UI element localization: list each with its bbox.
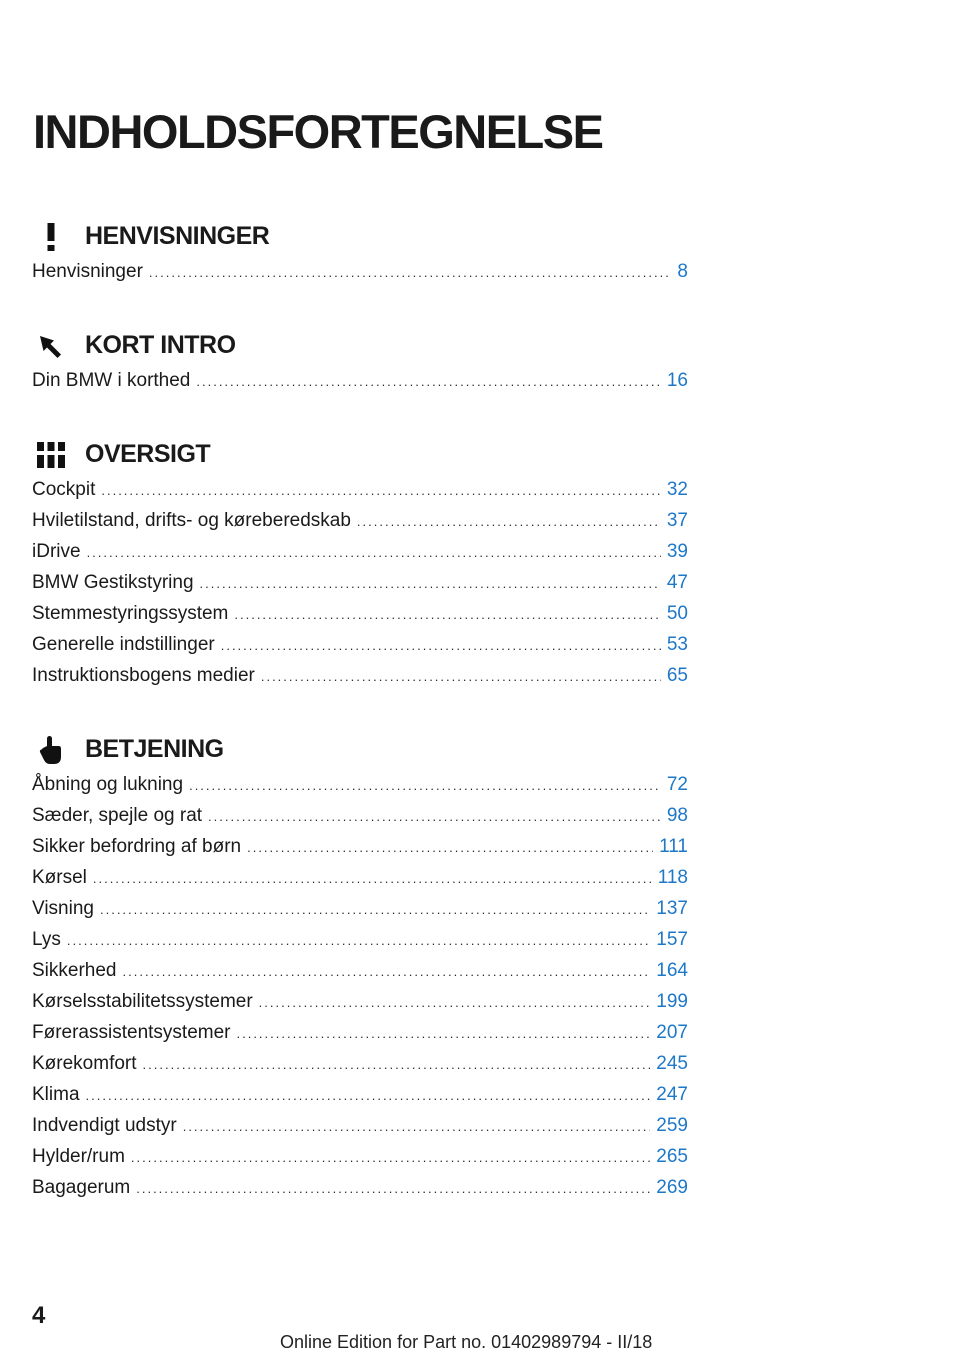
toc-entry[interactable] — [32, 629, 688, 660]
entry-title: Hviletilstand, drifts- og køreberedskab — [32, 510, 351, 531]
entry-title: Førerassistentsystemer — [32, 1022, 231, 1043]
toc-entry[interactable] — [32, 986, 688, 1017]
dot-leader — [236, 1018, 650, 1048]
toc-entry[interactable] — [32, 505, 688, 536]
dot-leader — [261, 661, 661, 691]
entry-title: Indvendigt udstyr — [32, 1115, 177, 1136]
dot-leader — [200, 568, 661, 598]
section-header — [32, 434, 688, 474]
dot-leader — [143, 1049, 651, 1079]
toc-entry[interactable] — [32, 1079, 688, 1110]
entry-title: Din BMW i korthed — [32, 370, 191, 391]
toc-entry[interactable] — [32, 1048, 688, 1079]
entry-title: Sikkerhed — [32, 960, 117, 981]
dot-leader — [259, 987, 651, 1017]
entry-page-link[interactable]: 164 — [656, 960, 688, 981]
dot-leader — [357, 506, 661, 536]
section-title: KORT INTRO — [85, 331, 236, 359]
entry-page-link[interactable]: 259 — [656, 1115, 688, 1136]
dot-leader — [67, 925, 650, 955]
section-header — [32, 325, 688, 365]
entry-page-link[interactable]: 265 — [656, 1146, 688, 1167]
entry-title: Kørekomfort — [32, 1053, 137, 1074]
entry-title: iDrive — [32, 541, 81, 562]
grid-icon — [34, 438, 68, 472]
dot-leader — [136, 1173, 650, 1203]
dot-leader — [189, 770, 661, 800]
dot-leader — [208, 801, 661, 831]
entry-page-link[interactable]: 157 — [656, 929, 688, 950]
footer-edition: Online Edition for Part no. 01402989794 - II/18 — [280, 1332, 653, 1352]
entry-title: Åbning og lukning — [32, 774, 184, 795]
entry-title: Stemmestyringssystem — [32, 603, 229, 624]
entry-title: Generelle indstillinger — [32, 634, 215, 655]
entry-page-link[interactable]: 53 — [666, 634, 688, 655]
entry-title: Klima — [32, 1084, 80, 1105]
entry-page-link[interactable]: 98 — [666, 805, 688, 826]
entry-title: Sæder, spejle og rat — [32, 805, 203, 826]
entry-title: Cockpit — [32, 479, 96, 500]
entry-page-link[interactable]: 39 — [666, 541, 688, 562]
section-header — [32, 729, 688, 769]
section-kort-intro — [32, 325, 688, 396]
dot-leader — [87, 537, 661, 567]
entry-title: Hylder/rum — [32, 1146, 125, 1167]
toc-entry[interactable] — [32, 769, 688, 800]
toc-entry[interactable] — [32, 893, 688, 924]
page-title: INDHOLDSFORTEGNELSE — [33, 105, 603, 158]
dot-leader — [221, 630, 661, 660]
dot-leader — [123, 956, 651, 986]
toc-entry[interactable] — [32, 800, 688, 831]
toc-entry[interactable] — [32, 862, 688, 893]
section-header — [32, 216, 688, 256]
section-betjening — [32, 729, 688, 1203]
dot-leader — [149, 257, 672, 287]
toc-entry[interactable] — [32, 831, 688, 862]
entry-page-link[interactable]: 247 — [656, 1084, 688, 1105]
dot-leader — [234, 599, 660, 629]
table-of-contents — [32, 216, 688, 1203]
toc-entry[interactable] — [32, 1172, 688, 1203]
section-oversigt — [32, 434, 688, 691]
entry-page-link[interactable]: 47 — [666, 572, 688, 593]
toc-entry[interactable] — [32, 1017, 688, 1048]
toc-entry[interactable] — [32, 474, 688, 505]
entry-title: Kørsel — [32, 867, 87, 888]
entry-title: Visning — [32, 898, 94, 919]
dot-leader — [86, 1080, 651, 1110]
hand-pointer-icon — [34, 733, 68, 767]
entry-page-link[interactable]: 65 — [666, 665, 688, 686]
entry-page-link[interactable]: 245 — [656, 1053, 688, 1074]
entry-title: Bagagerum — [32, 1177, 131, 1198]
entry-title: BMW Gestikstyring — [32, 572, 194, 593]
entry-title: Kørselsstabilitetssystemer — [32, 991, 253, 1012]
entry-page-link[interactable]: 72 — [666, 774, 688, 795]
toc-entry[interactable] — [32, 660, 688, 691]
entry-page-link[interactable]: 16 — [666, 370, 688, 391]
dot-leader — [183, 1111, 651, 1141]
page-number: 4 — [32, 1302, 46, 1329]
entry-title: Lys — [32, 929, 61, 950]
toc-entry[interactable] — [32, 365, 688, 396]
dot-leader — [93, 863, 652, 893]
toc-entry[interactable] — [32, 536, 688, 567]
toc-entry[interactable] — [32, 256, 688, 287]
entry-page-link[interactable]: 137 — [656, 898, 688, 919]
pointer-arrow-icon — [34, 329, 68, 363]
toc-entry[interactable] — [32, 1110, 688, 1141]
entry-page-link[interactable]: 37 — [666, 510, 688, 531]
entry-page-link[interactable]: 118 — [657, 867, 688, 888]
entry-page-link[interactable]: 199 — [656, 991, 688, 1012]
entry-title: Instruktionsbogens medier — [32, 665, 255, 686]
entry-page-link[interactable]: 111 — [659, 836, 688, 857]
section-title: OVERSIGT — [85, 440, 211, 468]
toc-entry[interactable] — [32, 1141, 688, 1172]
toc-entry[interactable] — [32, 924, 688, 955]
entry-page-link[interactable]: 8 — [677, 261, 688, 282]
dot-leader — [131, 1142, 650, 1172]
entry-title: Sikker befordring af børn — [32, 836, 242, 857]
dot-leader — [101, 475, 661, 505]
section-title: HENVISNINGER — [85, 222, 270, 250]
entry-title: Henvisninger — [32, 261, 143, 282]
entry-page-link[interactable]: 32 — [666, 479, 688, 500]
toc-entry[interactable] — [32, 567, 688, 598]
toc-entry[interactable] — [32, 955, 688, 986]
toc-entry[interactable] — [32, 598, 688, 629]
section-title: BETJENING — [85, 735, 224, 763]
exclamation-icon — [34, 220, 68, 254]
dot-leader — [247, 832, 653, 862]
entry-page-link[interactable]: 50 — [666, 603, 688, 624]
entry-page-link[interactable]: 207 — [656, 1022, 688, 1043]
section-henvisninger — [32, 216, 688, 287]
dot-leader — [196, 366, 660, 396]
entry-page-link[interactable]: 269 — [656, 1177, 688, 1198]
dot-leader — [100, 894, 650, 924]
